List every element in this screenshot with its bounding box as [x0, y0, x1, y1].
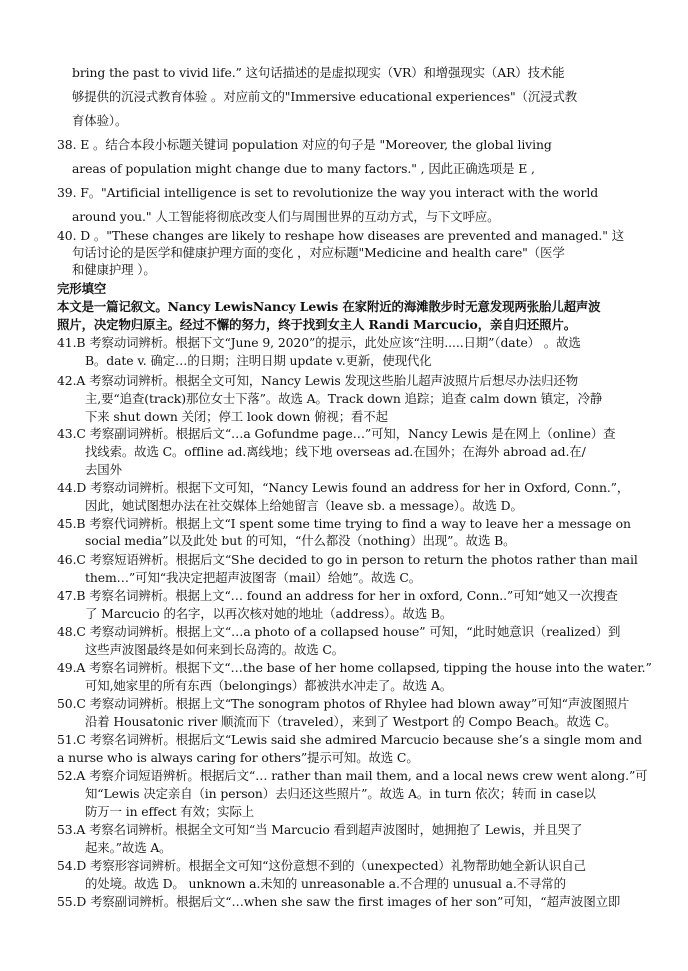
answer-line: 沿着 Housatonic river 顺流而下（traveled），来到了 Westport 的 Compo Beach。故选 C。 [85, 714, 617, 729]
text-line: 38. E 。结合本段小标题关键词 population 对应的句子是 "Moreover, the global living [57, 137, 552, 152]
answer-line: 可知,她家里的所有东西（belongings）都被洪水冲走了。故选 A。 [85, 678, 453, 693]
answer-line: 44.D 考察动词辨析。根据下文可知，“Nancy Lewis found an address for her in Oxford, Conn.”， [57, 480, 630, 495]
answer-line: 起来。”故选 A。 [85, 840, 172, 855]
answer-line: 因此，她试图想办法在社交媒体上给她留言（leave sb. a message）。故选 D。 [85, 498, 523, 513]
answer-line: 52.A 考察介词短语辨析。根据后文“… rather than mail them, and a local news crew went along.”可 [57, 768, 648, 783]
answer-line: 45.B 考察代词辨析。根据上文“I spent some time trying to find a way to leave her a message on [57, 516, 631, 531]
answer-line: a nurse who is always caring for others”提示可知。故选 C。 [57, 750, 419, 765]
answer-line: 54.D 考察形容词辨析。根据全文可知“这份意想不到的（unexpected）礼物帮助她全新认识自己 [57, 858, 586, 873]
answer-line: 46.C 考察短语辨析。根据后文“She decided to go in person to return the photos rather than mail [57, 552, 638, 567]
text-line: areas of population might change due to many factors." , 因此正确选项是 E , [72, 161, 535, 176]
answer-line: 42.A 考察动词辨析。根据全文可知，Nancy Lewis 发现这些胎儿超声波照片后想尽办法归还物 [57, 373, 578, 388]
text-line: 句话讨论的是医学和健康护理方面的变化 ，对应标题"Medicine and health care"（医学 [72, 245, 565, 260]
answer-line: them…”可知“我决定把超声波图寄（mail）给她”。故选 C。 [85, 570, 422, 585]
answer-line: 43.C 考察副词辨析。根据后文“…a Gofundme page…”可知，Nancy Lewis 是在网上（online）查 [57, 426, 616, 441]
text-line: 和健康护理 ）。 [72, 262, 156, 277]
answer-line: 这些声波图最终是如何来到长岛湾的。故选 C。 [85, 642, 345, 657]
answer-line: B。date v. 确定…的日期；注明日期 update v.更新，使现代化 [85, 353, 432, 368]
text-line: 育体验）。 [72, 113, 128, 128]
text-line: 39. F。"Artificial intelligence is set to revolutionize the way you interact with the world [57, 185, 599, 200]
text-line: 40. D 。"These changes are likely to reshape how diseases are prevented and managed." 这 [57, 228, 624, 243]
answer-line: 防万一 in effect 有效；实际上 [85, 804, 255, 819]
answer-line: 下来 shut down 关闭；停工 look down 俯视；看不起 [85, 409, 388, 424]
answer-line: 41.B 考察动词辨析。根据下文“June 9, 2020”的提示，此处应该“注明.....日期”（date） 。故选 [57, 335, 581, 350]
answer-line: 55.D 考察副词辨析。根据后文“…when she saw the first images of her son”可知，“超声波图立即 [57, 894, 621, 909]
answer-line: 了 Marcucio 的名字，以再次核对她的地址（address）。故选 B。 [85, 606, 453, 621]
summary-line: 本文是一篇记叙文。Nancy LewisNancy Lewis 在家附近的海滩散步时无意发现两张胎儿超声波 [57, 299, 601, 314]
text-line: 够提供的沉浸式教育体验 。对应前文的"Immersive educational experiences"（沉浸式教 [72, 89, 578, 104]
section-heading: 完形填空 [57, 281, 107, 296]
answer-line: 找线索。故选 C。offline ad.离线地；线下地 overseas ad.在国外；在海外 abroad ad.在/ [85, 444, 586, 459]
answer-line: 49.A 考察名词辨析。根据下文“…the base of her home collapsed, tipping the house into the water.” [57, 660, 652, 675]
answer-line: 去国外 [85, 462, 122, 477]
answer-line: 的处境。故选 D。 unknown a.未知的 unreasonable a.不合理的 unusual a.不寻常的 [85, 876, 566, 891]
answer-line: 48.C 考察动词辨析。根据上文“…a photo of a collapsed house” 可知，“此时她意识（realized）到 [57, 624, 621, 639]
answer-line: 47.B 考察名词辨析。根据上文“… found an address for her in oxford, Conn..”可知“她又一次搜查 [57, 588, 618, 603]
answer-line: 知“Lewis 决定亲自（in person）去归还这些照片”。故选 A。in turn 依次；转而 in case以 [85, 786, 596, 801]
answer-line: 50.C 考察动词辨析。根据上文“The sonogram photos of Rhylee had blown away”可知“声波图照片 [57, 696, 630, 711]
summary-line: 照片，决定物归原主。经过不懈的努力，终于找到女主人 Randi Marcucio，亲自归还照片。 [57, 317, 577, 332]
text-line: bring the past to vivid life.” 这句话描述的是虚拟现实（VR）和增强现实（AR）技术能 [72, 65, 565, 80]
text-line: around you." 人工智能将彻底改变人们与周围世界的互动方式，与下文呼应。 [72, 209, 500, 224]
answer-line: 主,要“追查(track)那位女士下落”。故选 A。Track down 追踪；追查 calm down 镇定，冷静 [85, 391, 603, 406]
answer-line: 53.A 考察名词辨析。根据全文可知“当 Marcucio 看到超声波图时，她拥抱了 Lewis，并且哭了 [57, 822, 583, 837]
answer-line: social media”以及此处 but 的可知，“什么都没（nothing）出现”。故选 B。 [85, 533, 516, 548]
answer-line: 51.C 考察名词辨析。根据后文“Lewis said she admired Marcucio because she’s a single mom and [57, 732, 642, 747]
